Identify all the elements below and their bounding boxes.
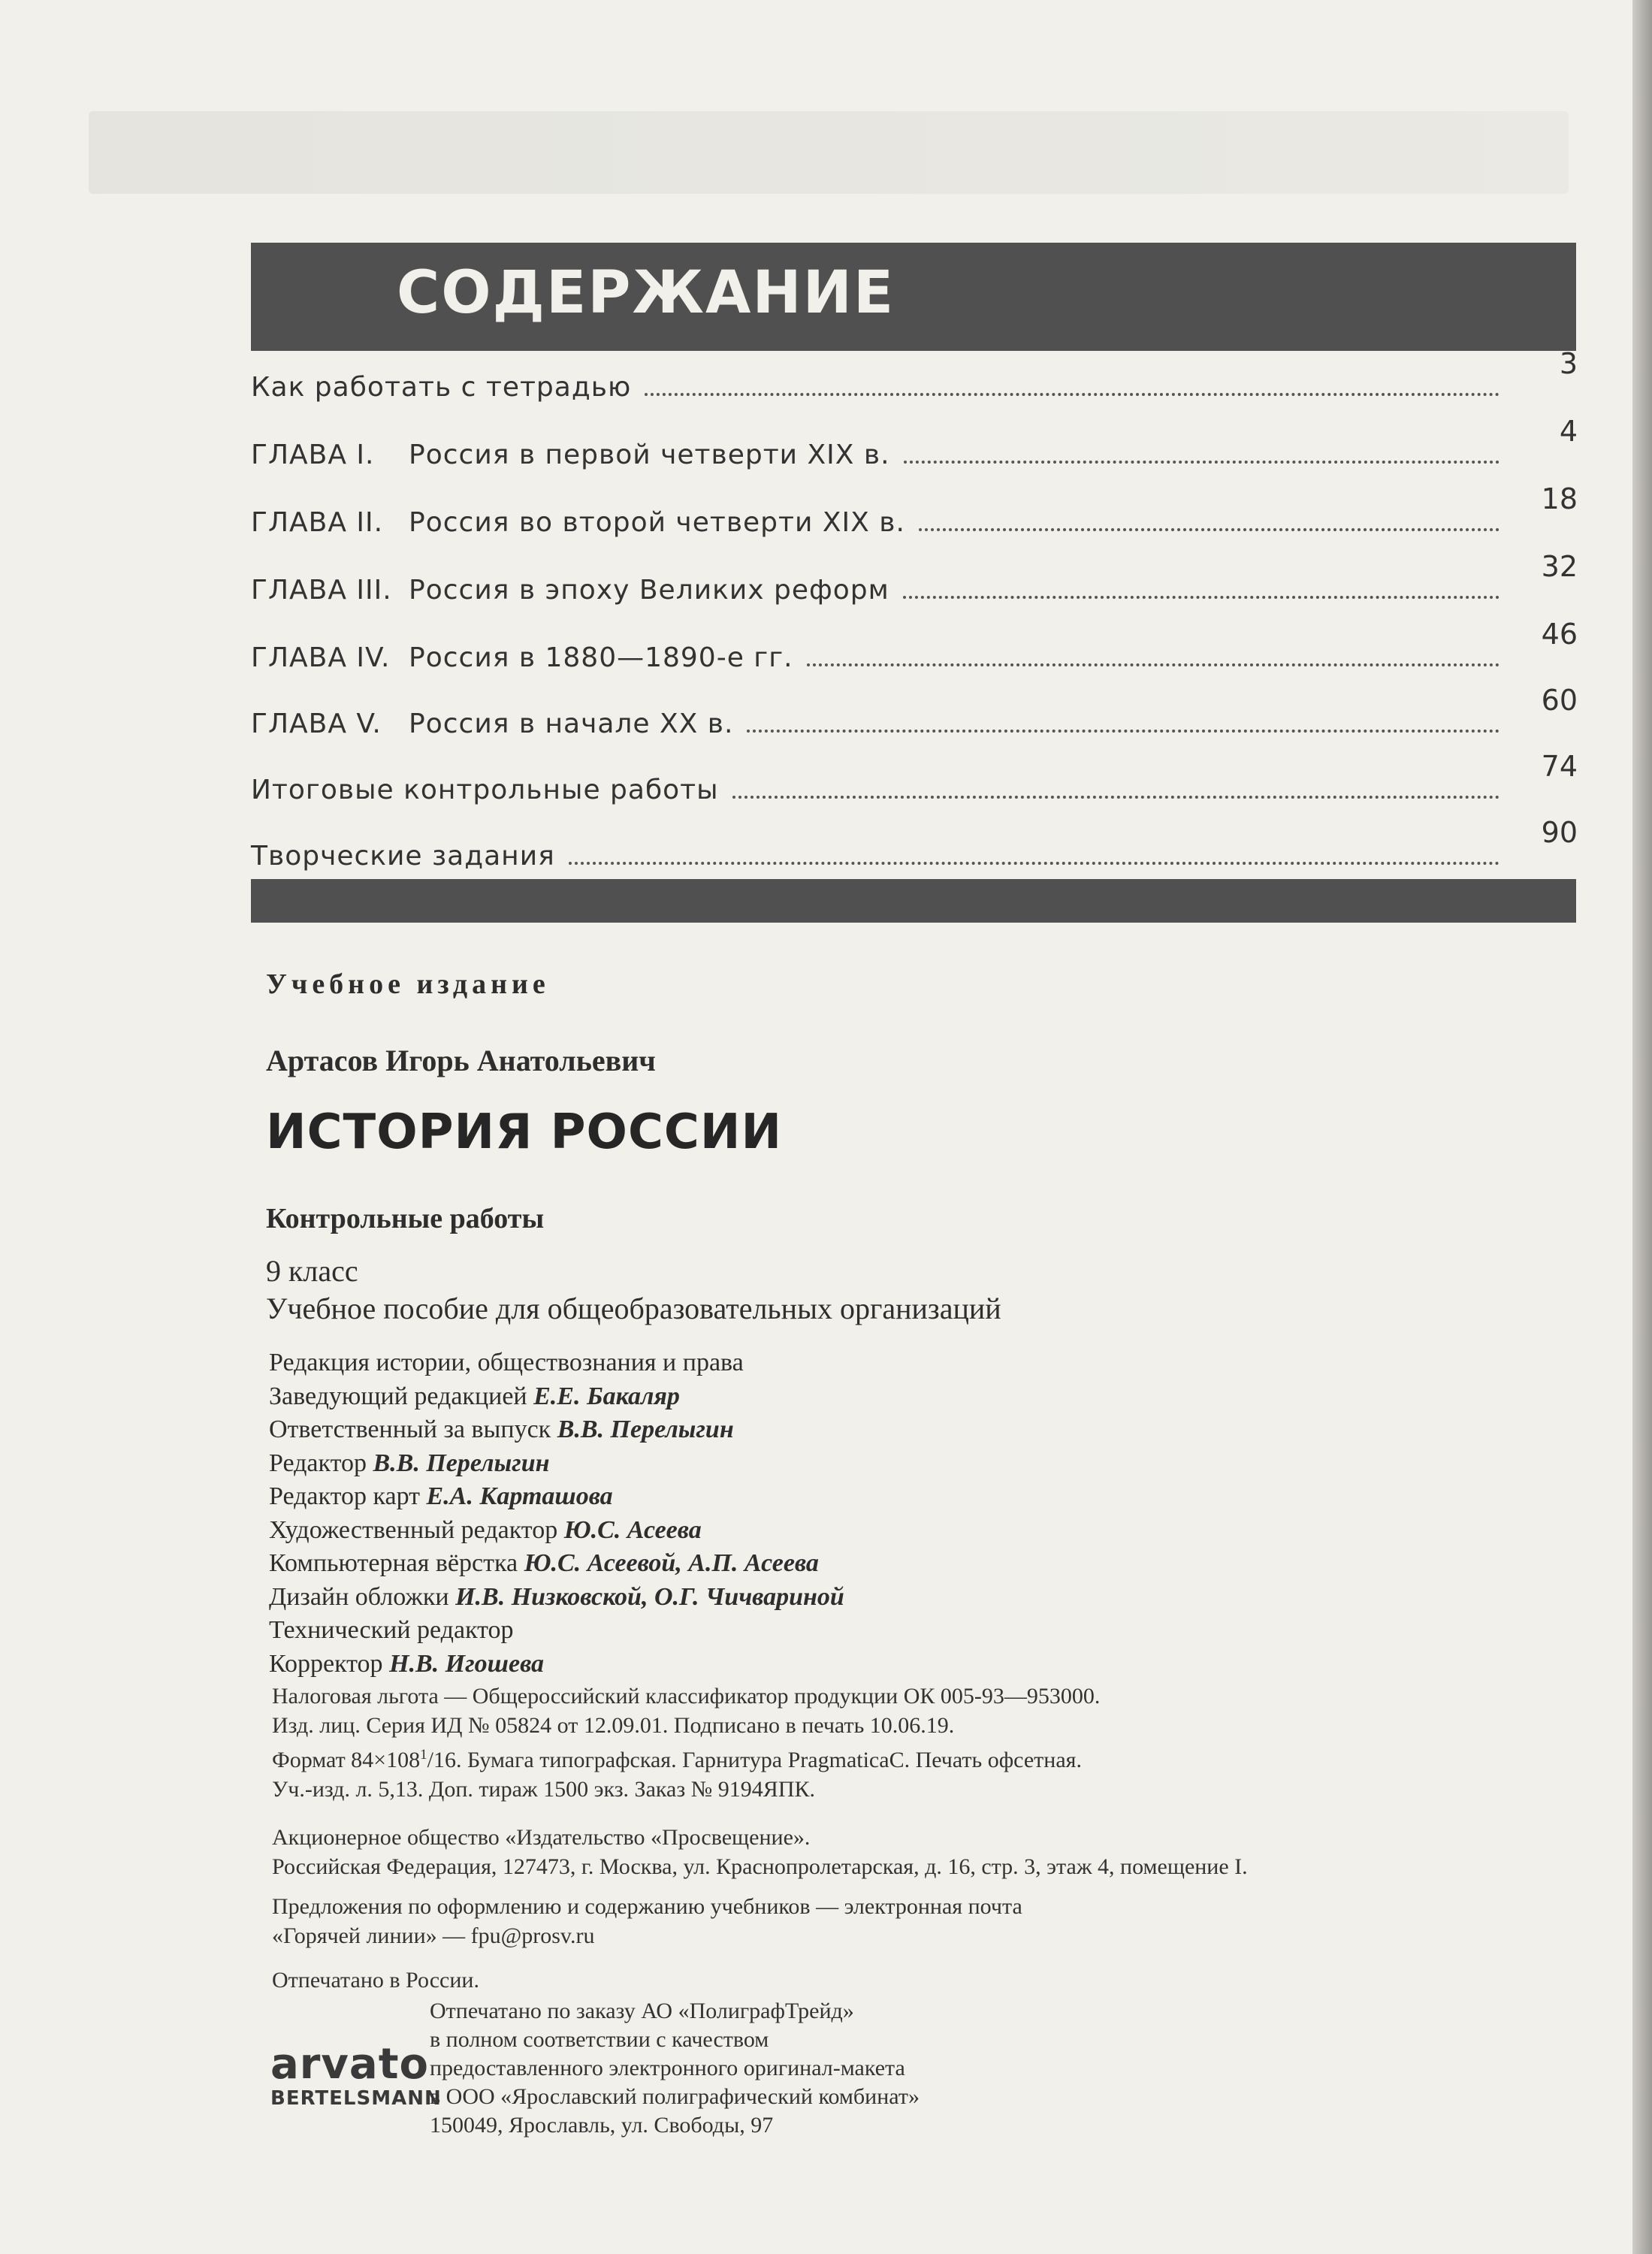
toc-row [251,482,1578,538]
toc-row [251,816,1578,872]
toc-row-title: Россия во второй четверти XIX в. [409,507,905,538]
toc-row-title: Россия в 1880—1890-е гг. [409,642,793,673]
credits-list [269,1346,844,1681]
credit-role: Художественный редактор [269,1515,558,1544]
arvato-logo [270,2042,442,2110]
credit-role: Редактор [269,1449,367,1477]
tech-format: Формат 84×108 [272,1748,421,1772]
toc-row-page: 4 [1559,415,1578,448]
feedback-info [272,1892,1022,1950]
logo-sub-text: BERTELSMANN [270,2087,442,2110]
toc-leader-dots [747,730,1499,733]
credit-role: Компьютерная вёрстка [269,1549,518,1577]
credit-line [269,1380,844,1414]
toc-leader-dots [919,528,1499,531]
credit-role: Редактор карт [269,1482,420,1510]
bleed-through-band [89,111,1569,194]
toc-title: СОДЕРЖАНИЕ [397,259,895,327]
book-purpose: Учебное пособие для общеобразовательных организаций [266,1292,1001,1325]
toc-row-title: Россия в начале XX в. [409,709,734,739]
credit-name: И.В. Низковской, О.Г. Чичвариной [455,1582,844,1611]
toc-footer-bar [251,879,1576,923]
toc-row-chapter: ГЛАВА V. [251,709,382,739]
credit-name: Ю.С. Асеевой, А.П. Асеева [524,1549,819,1577]
credit-line [269,1648,844,1681]
toc-row [251,347,1578,403]
printer-line: в полном соответствии с качеством [430,2027,769,2052]
credit-line [269,1346,844,1380]
toc-row-page: 74 [1541,750,1578,783]
publisher-line: Российская Федерация, 127473, г. Москва, ул. Краснопролетарская, д. 16, стр. 3, этаж 4, помещение I. [272,1854,1248,1879]
book-title: ИСТОРИЯ РОССИИ [266,1104,782,1160]
credit-name: Е.Е. Бакаляр [533,1382,680,1410]
logo-main-text: arvato [270,2040,429,2089]
toc-row-title: Россия в эпоху Великих реформ [409,575,889,606]
toc-leader-dots [807,663,1499,666]
book-grade: 9 класс [266,1254,358,1288]
toc-row [251,684,1578,739]
toc-row-page: 18 [1541,482,1578,515]
toc-row-chapter: ГЛАВА I. [251,440,375,470]
publisher-info [272,1823,1248,1881]
printer-line: 150049, Ярославль, ул. Свободы, 97 [430,2113,774,2138]
edition-label: Учебное издание [266,968,550,1000]
toc-row-title: Итоговые контрольные работы [251,775,719,805]
tech-line: Налоговая льгота — Общероссийский классификатор продукции ОК 005-93—953000. [272,1684,1101,1709]
credit-name: Н.В. Игошева [389,1649,545,1678]
toc-row-chapter: ГЛАВА III. [251,575,392,606]
toc-row-chapter: ГЛАВА II. [251,507,384,538]
credit-line [269,1614,844,1648]
credit-role: Корректор [269,1649,383,1678]
credit-line [269,1581,844,1615]
toc-row-page: 32 [1541,550,1578,583]
feedback-line: Предложения по оформлению и содержанию учебников — электронная почта [272,1894,1022,1919]
toc-leader-dots [645,393,1499,396]
toc-row-title: Как работать с тетрадью [251,372,632,403]
toc-leader-dots [904,461,1499,464]
author-name: Артасов Игорь Анатольевич [266,1044,656,1077]
tech-format-rest: /16. Бумага типографская. Гарнитура PragmaticaC. Печать офсетная. [427,1748,1082,1772]
toc-row-title: Творческие задания [251,841,555,872]
credit-role: Ответственный за выпуск [269,1416,551,1443]
publisher-line: Акционерное общество «Издательство «Просвещение». [272,1825,811,1850]
credit-name: Ю.С. Асеева [563,1515,702,1544]
credit-role: Технический редактор [269,1616,514,1644]
credit-role: Заведующий редакцией [269,1382,527,1410]
tech-line: Уч.-изд. л. 5,13. Доп. тираж 1500 экз. Заказ № 9194ЯПК. [272,1777,815,1802]
toc-row [251,618,1578,673]
credit-name: В.В. Перелыгин [373,1449,550,1477]
credit-role: Дизайн обложки [269,1582,449,1611]
toc-row-page: 90 [1541,816,1578,849]
printed-in: Отпечатано в России. [272,1968,479,1993]
toc-row [251,415,1578,470]
toc-row-page: 46 [1541,618,1578,651]
toc-leader-dots [903,596,1499,599]
credit-line [269,1480,844,1514]
tech-line [272,1740,1100,1775]
toc-row [251,750,1578,805]
page-shadow [1632,0,1652,2254]
feedback-line: «Горячей линии» — fpu@prosv.ru [272,1923,595,1948]
credit-name: Е.А. Карташова [426,1482,613,1510]
credit-line [269,1514,844,1548]
toc-row-title: Россия в первой четверти XIX в. [409,440,890,470]
credit-name: В.В. Перелыгин [557,1416,734,1443]
tech-info [272,1681,1100,1804]
book-subtitle: Контрольные работы [266,1203,545,1234]
credit-line [269,1447,844,1481]
credit-line [269,1413,844,1447]
printer-line: Отпечатано по заказу АО «ПолиграфТрейд» [430,1999,854,2023]
printer-line: в ООО «Ярославский полиграфический комбинат» [430,2084,920,2109]
toc-row-chapter: ГЛАВА IV. [251,642,391,673]
credit-line [269,1547,844,1581]
toc-leader-dots [732,796,1499,799]
toc-row-page: 60 [1541,684,1578,717]
toc-row [251,550,1578,606]
tech-line: Изд. лиц. Серия ИД № 05824 от 12.09.01. Подписано в печать 10.06.19. [272,1713,955,1738]
printer-info [430,1997,920,2140]
credit-role: Редакция истории, обществознания и права [269,1349,744,1376]
printer-line: предоставленного электронного оригинал-макета [430,2056,905,2080]
tech-format-sup: 1 [420,1747,427,1763]
toc-leader-dots [569,862,1499,865]
toc-row-page: 3 [1559,347,1578,380]
